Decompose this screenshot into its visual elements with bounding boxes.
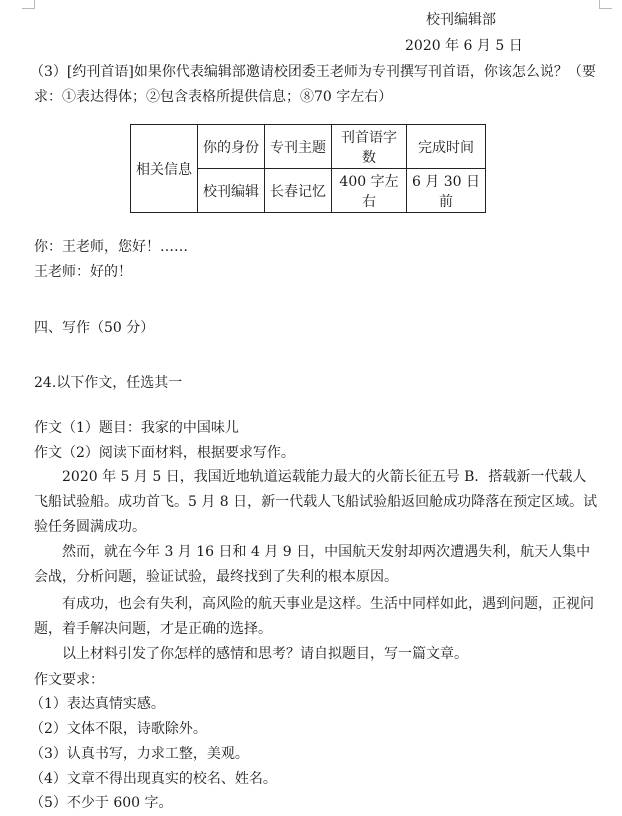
table-cell-deadline: 6 月 30 日前 xyxy=(407,169,486,213)
dialogue-line-2: 王老师：好的！ xyxy=(34,264,132,280)
table-cell-theme: 长春记忆 xyxy=(265,169,332,213)
dialogue-line-1: 你：王老师，您好！…… xyxy=(34,239,188,255)
requirements-title: 作文要求： xyxy=(34,672,104,688)
question-3-line-2: 求：①表达得体；②包含表格所提供信息；⑧70 字左右） xyxy=(34,89,393,105)
requirement-item-5: （5）不少于 600 字。 xyxy=(30,795,173,811)
requirement-item-4: （4）文章不得出现真实的校名、姓名。 xyxy=(30,771,277,787)
table-cell-word-count: 400 字左右 xyxy=(332,169,407,213)
table-row-label: 相关信息 xyxy=(131,125,198,213)
table-cell-identity: 校刊编辑 xyxy=(198,169,265,213)
table-header-theme: 专刊主题 xyxy=(265,125,332,169)
info-table xyxy=(130,124,486,213)
table-header-word-count: 刊首语字数 xyxy=(332,125,407,169)
department-signature: 校刊编辑部 xyxy=(426,12,496,28)
essay-option-2: 作文（2）阅读下面材料，根据要求写作。 xyxy=(34,445,295,461)
page-corner-mark-left xyxy=(22,0,35,9)
material-paragraph-2: 然而，就在今年 3 月 16 日和 4 月 9 日，中国航天发射却两次遭遇失利，航天人集中会战，分析问题，验证试验，最终找到了失利的根本原因。 xyxy=(34,544,591,585)
material-paragraph-1: 2020 年 5 月 5 日，我国近地轨道运载能力最大的火箭长征五号 B．搭载新一代载人飞船试验船。成功首飞。5 月 8 日，新一代载人飞船试验船返回舱成功降落在预定区域。试验任务圆满成功。 xyxy=(34,469,598,535)
table-header-deadline: 完成时间 xyxy=(407,125,486,169)
requirement-item-1: （1）表达真情实感。 xyxy=(30,696,165,712)
requirement-item-3: （3）认真书写，力求工整，美观。 xyxy=(30,746,249,762)
question-24-title: 24.以下作文，任选其一 xyxy=(34,375,183,391)
page-corner-mark-right xyxy=(599,0,612,9)
table-header-identity: 你的身份 xyxy=(198,125,265,169)
section-4-title: 四、写作（50 分） xyxy=(34,320,155,336)
material-paragraph-4: 以上材料引发了你怎样的感情和思考？请自拟题目，写一篇文章。 xyxy=(62,646,468,662)
requirement-item-2: （2）文体不限，诗歌除外。 xyxy=(30,721,207,737)
letter-date: 2020 年 6 月 5 日 xyxy=(405,38,523,54)
material-paragraph-3: 有成功，也会有失利，高风险的航天事业是这样。生活中同样如此，遇到问题，正视问题，着手解决问题，才是正确的选择。 xyxy=(34,596,594,637)
question-3-line-1: （3）[约刊首语]如果你代表编辑部邀请校团委王老师为专刊撰写刊首语，你该怎么说？（要 xyxy=(30,64,596,80)
essay-option-1: 作文（1）题目：我家的中国味儿 xyxy=(34,420,239,436)
